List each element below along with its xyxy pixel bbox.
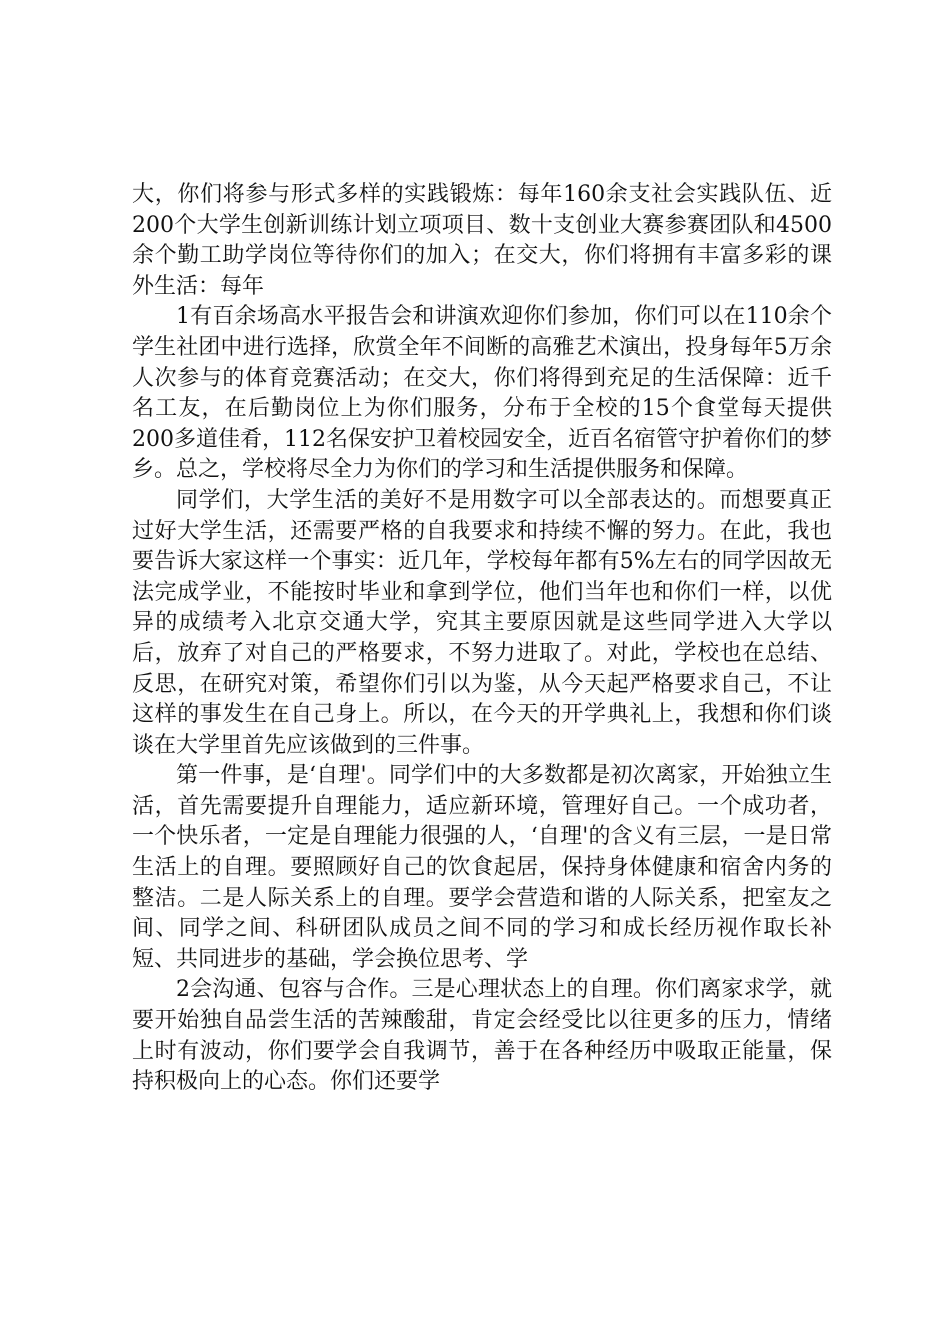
document-body	[132, 180, 832, 1098]
paragraph-3: 同学们，大学生活的美好不是用数字可以全部表达的。而想要真正过好大学生活，还需要严格的自我要求和持续不懈的努力。在此，我也要告诉大家这样一个事实：近几年，学校每年都有5%左右的同学因故无法完成学业，不能按时毕业和拿到学位，他们当年也和你们一样，以优异的成绩考入北京交通大学，究其主要原因就是这些同学进入大学以后，放弃了对自己的严格要求，不努力进取了。对此，学校也在总结、反思，在研究对策，希望你们引以为鉴，从今天起严格要求自己，不让这样的事发生在自己身上。所以，在今天的开学典礼上，我想和你们谈谈在大学里首先应该做到的三件事。	[132, 487, 832, 758]
paragraph-5: 2会沟通、包容与合作。三是心理状态上的自理。你们离家求学，就要开始独自品尝生活的苦辣酸甜，肯定会经受比以往更多的压力，情绪上时有波动，你们要学会自我调节，善于在各种经历中吸取正能量，保持积极向上的心态。你们还要学	[132, 977, 832, 1095]
paragraph-1: 大，你们将参与形式多样的实践锻炼：每年160余支社会实践队伍、近200个大学生创新训练计划立项项目、数十支创业大赛参赛团队和4500余个勤工助学岗位等待你们的加入；在交大，你们将拥有丰富多彩的课外生活：每年	[132, 182, 832, 299]
paragraph-2: 1有百余场高水平报告会和讲演欢迎你们参加，你们可以在110余个学生社团中进行选择，欣赏全年不间断的高雅艺术演出，投身每年5万余人次参与的体育竞赛活动；在交大，你们将得到充足的生活保障：近千名工友，在后勤岗位上为你们服务，分布于全校的15个食堂每天提供200多道佳肴，112名保安护卫着校园安全，近百名宿管守护着你们的梦乡。总之，学校将尽全力为你们的学习和生活提供服务和保障。	[132, 304, 832, 483]
paragraph-4: 第一件事，是‘自理'。同学们中的大多数都是初次离家，开始独立生活，首先需要提升自理能力，适应新环境，管理好自己。一个成功者，一个快乐者，一定是自理能力很强的人，‘自理'的含义有三层，一是日常生活上的自理。要照顾好自己的饮食起居，保持身体健康和宿舍内务的整洁。二是人际关系上的自理。要学会营造和谐的人际关系，把室友之间、同学之间、科研团队成员之间不同的学习和成长经历视作取长补短、共同进步的基础，学会换位思考、学	[132, 763, 832, 972]
